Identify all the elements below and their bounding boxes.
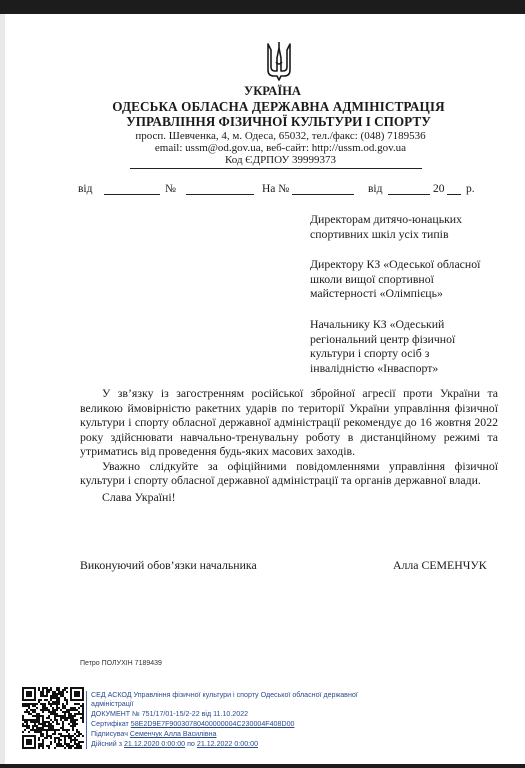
stamp-system-line-2: адміністрації <box>91 700 134 708</box>
stamp-valid-to-label: по <box>187 740 195 748</box>
stamp-certificate-value: 58E2D9E7F90030780400000004C230004F408D00 <box>130 720 295 728</box>
stamp-valid-from: 21.12.2020 0:00:00 <box>123 740 186 748</box>
addressee-line: культури і спорту осіб з <box>310 346 430 360</box>
reg-from-label: від <box>78 183 93 195</box>
stamp-document-row <box>91 710 248 718</box>
addressee-line: Начальнику КЗ «Одеський <box>310 317 445 331</box>
addressee-line: школи вищої спортивної <box>310 271 434 286</box>
reg-number-blank <box>186 194 254 195</box>
contacts-line: email: ussm@od.gov.ua, веб-сайт: http://ussm.od.gov.ua <box>154 142 407 154</box>
addressee-line: Директору КЗ «Одеської обласної <box>310 257 481 271</box>
stamp-certificate-label: Сертифікат <box>91 720 129 728</box>
stamp-divider <box>86 691 87 749</box>
department-title: УПРАВЛІННЯ ФІЗИЧНОЇ КУЛЬТУРИ І СПОРТУ <box>126 114 431 129</box>
stamp-valid-to: 21.12.2022 0:00:00 <box>196 740 259 748</box>
edrpou-code: Код ЄДРПОУ 39999373 <box>224 154 336 166</box>
addressee-line: регіональний центр фізичної <box>310 331 456 346</box>
addressee-line: інвалідністю «Інваспорт» <box>310 360 439 375</box>
stamp-valid-label: Дійсний з <box>91 740 122 748</box>
stamp-signer-row <box>91 730 216 738</box>
addressee-block <box>310 257 480 301</box>
qr-code-icon <box>22 687 84 749</box>
stamp-signer-label: Підписувач <box>91 730 128 738</box>
body-paragraph: Уважно слідкуйте за офіційними повідомленнями управління фізичної культури і спорту обласної державної адміністрації та органів державної влади. <box>80 458 498 487</box>
stamp-document-label: ДОКУМЕНТ № <box>91 710 140 718</box>
signatory-position: Виконуючий обов’язки начальника <box>80 558 257 572</box>
reg-incoming-date-blank <box>388 194 430 195</box>
reg-incoming-number-label: На № <box>262 183 290 195</box>
stamp-certificate-row <box>91 720 294 728</box>
executor-note: Петро ПОЛУХІН 7189439 <box>80 660 162 667</box>
addressee-block <box>310 212 462 241</box>
organization-title: ОДЕСЬКА ОБЛАСНА ДЕРЖАВНА АДМІНІСТРАЦІЯ <box>112 99 445 114</box>
address-line: просп. Шевченка, 4, м. Одеса, 65032, тел./факс: (048) 7189536 <box>135 130 426 142</box>
addressee-line: Директорам дитячо-юнацьких <box>310 212 463 226</box>
country-title: УКРАЇНА <box>244 84 301 98</box>
reg-incoming-from-label: від <box>368 183 383 195</box>
reg-year-blank <box>447 194 461 195</box>
left-frame-edge <box>0 14 5 768</box>
stamp-validity-row <box>91 740 258 748</box>
reg-year-label: 20 <box>433 183 445 195</box>
signatory-name: Алла СЕМЕНЧУК <box>393 558 487 572</box>
letter-body <box>80 386 498 504</box>
header-divider <box>130 168 422 169</box>
reg-number-label: № <box>165 183 176 195</box>
reg-incoming-number-blank <box>292 194 354 195</box>
stamp-document-value: 751/17/01-15/2-22 від 11.10.2022 <box>141 710 249 718</box>
closing-phrase: Слава Україні! <box>102 489 176 504</box>
top-frame-bar <box>0 0 525 14</box>
reg-year-suffix: р. <box>466 183 475 195</box>
bottom-frame-bar <box>0 764 525 768</box>
reg-date-blank <box>104 194 160 195</box>
stamp-system-line: СЕД АСКОД Управління фізичної культури і спорту Одеської обласної державної <box>91 691 358 699</box>
addressee-block <box>310 317 455 375</box>
trident-icon <box>265 40 293 82</box>
addressee-line: спортивних шкіл усіх типів <box>310 226 449 241</box>
stamp-signer-value: Семенчук Алла Василівна <box>129 730 217 738</box>
body-paragraph: У зв’язку із загостренням російської збройної агресії проти України та великою ймовірністю ракетних ударів по території України управління фізичної культури і спорту обласної державної адміністрації рекомендує до 16 жовтня 2022 року здійснювати навчально-тренувальну роботу в дистанційному режимі та утриматись від проведення будь-яких масових заходів. <box>80 386 498 458</box>
addressee-line: майстерності «Олімпієць» <box>310 286 443 300</box>
